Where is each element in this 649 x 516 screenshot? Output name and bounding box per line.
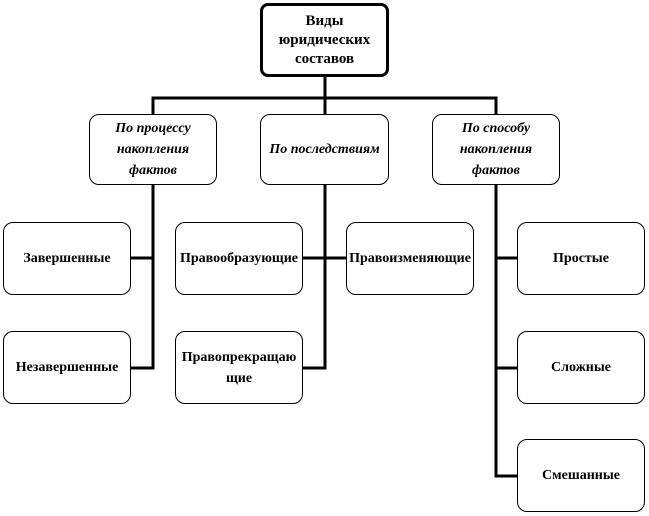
node-label: Незавершенные <box>15 360 119 375</box>
node-label: Простые <box>553 251 609 266</box>
node-label: Правоизменяющие <box>349 251 471 266</box>
node-label: Смешанные <box>542 468 620 483</box>
category-by-process <box>89 114 217 185</box>
node-label: Завершенные <box>23 251 111 266</box>
category-label: По способу накопления фактов <box>459 121 533 178</box>
node-complex <box>517 331 645 404</box>
node-law-terminating <box>175 331 303 404</box>
node-simple <box>517 222 645 295</box>
category-by-consequences <box>260 114 389 185</box>
node-law-changing <box>346 222 474 295</box>
node-label: Правообразующие <box>179 251 299 266</box>
category-label: По последствиям <box>269 142 380 157</box>
node-incomplete <box>3 331 131 404</box>
node-completed <box>3 222 131 295</box>
node-mixed <box>517 439 645 512</box>
node-law-forming <box>175 222 303 295</box>
node-label: Сложные <box>551 360 611 375</box>
category-by-method <box>432 114 560 185</box>
category-label: По процессу накопления фактов <box>115 121 191 178</box>
root-label: Виды юридических составов <box>278 12 371 67</box>
node-label: Правопрекращающие <box>181 349 297 386</box>
root-node <box>260 3 389 77</box>
